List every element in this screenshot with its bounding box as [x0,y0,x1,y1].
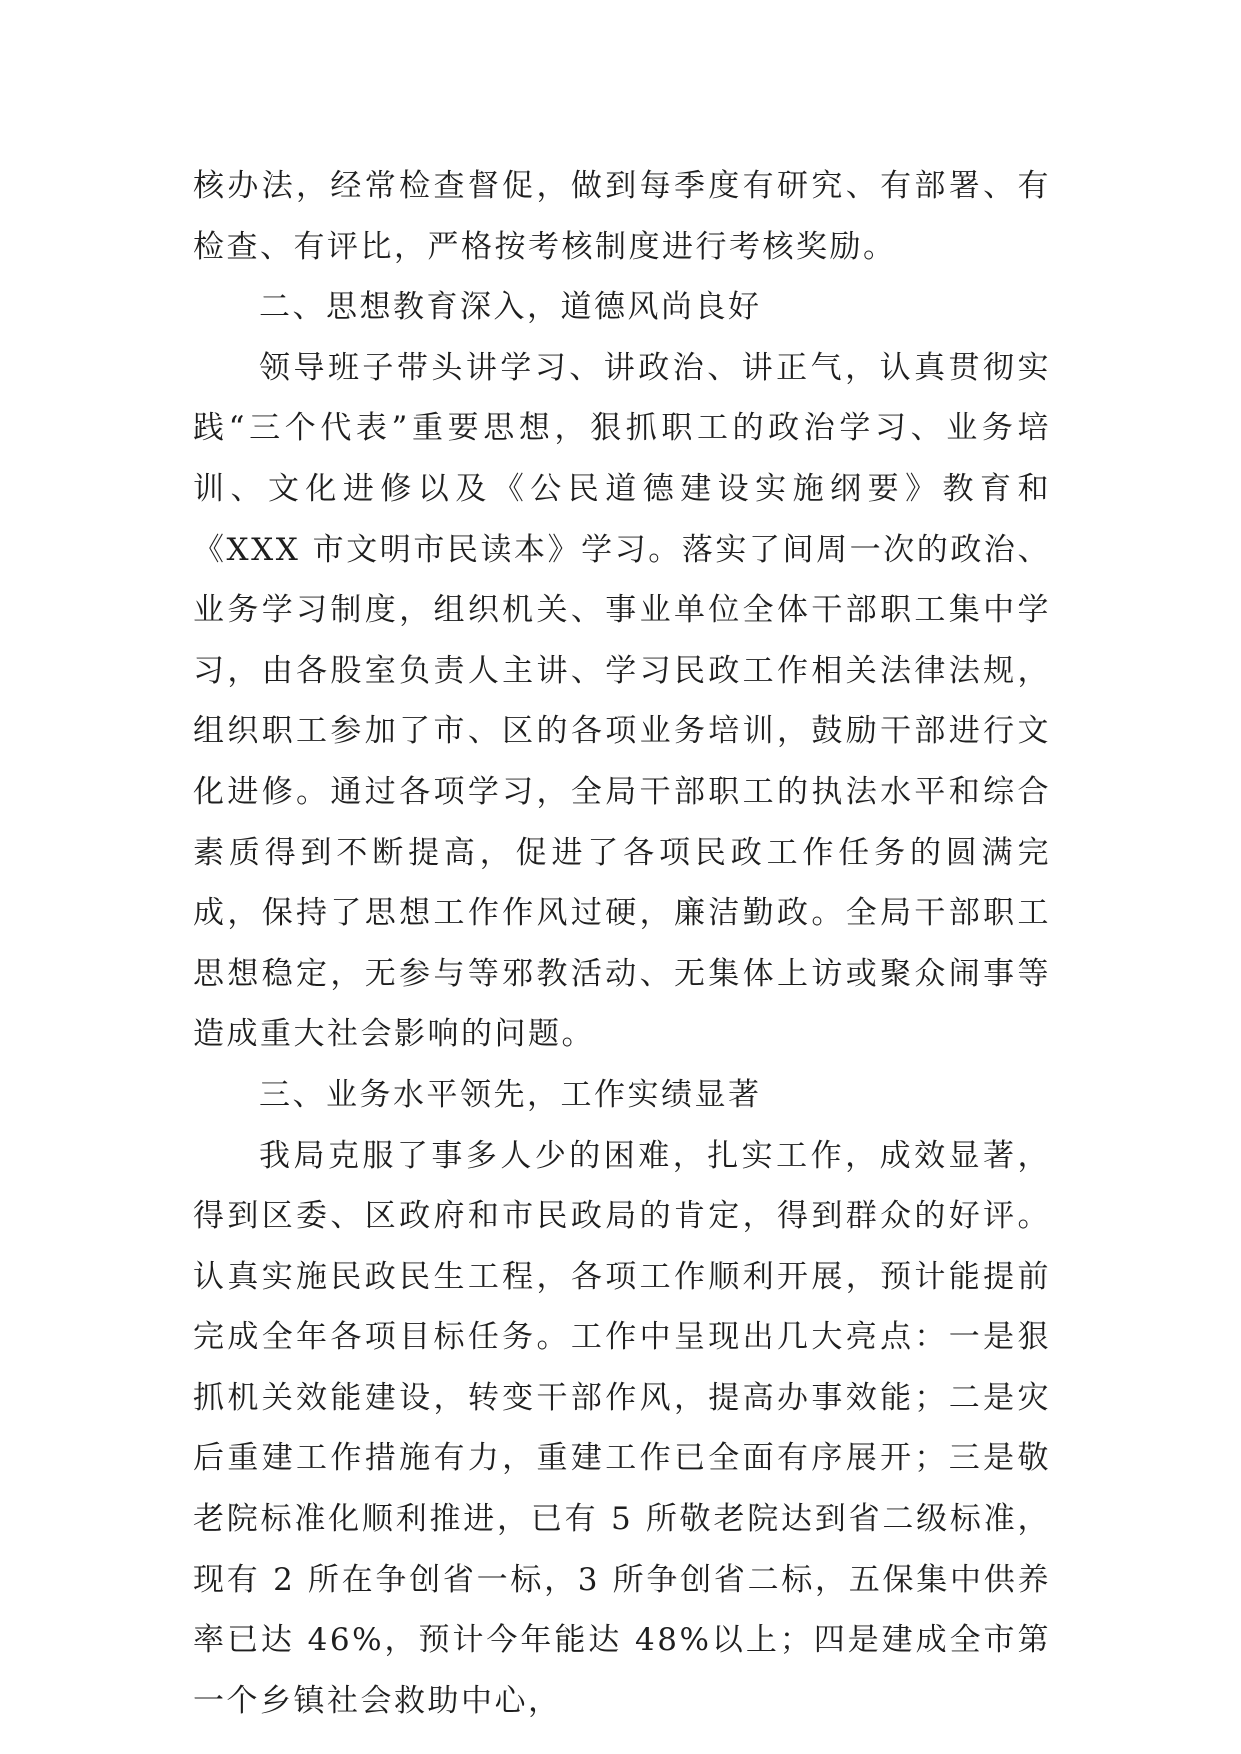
document-body [193,156,1051,1731]
paragraph-assessment-continued: 核办法，经常检查督促，做到每季度有研究、有部署、有检查、有评比，严格按考核制度进行考核奖励。 [193,168,1051,265]
section-heading-business-performance: 三、业务水平领先，工作实绩显著 [259,1076,762,1113]
paragraph-business-performance: 我局克服了事多人少的困难，扎实工作，成效显著，得到区委、区政府和市民政局的肯定，得到群众的好评。认真实施民政民生工程，各项工作顺利开展，预计能提前完成全年各项目标任务。工作中呈现出几大亮点：一是狠抓机关效能建设，转变干部作风，提高办事效能；二是灾后重建工作措施有力，重建工作已全面有序展开；三是敬老院标准化顺利推进，已有 5 所敬老院达到省二级标准，现有 2 所在争创省一标，3 所争创省二标，五保集中供养率已达 46%，预计今年能达 48%以上；四是建成全市第一个乡镇社会救助中心， [193,1137,1051,1719]
section-heading-ideological-education: 二、思想教育深入，道德风尚良好 [259,289,762,326]
paragraph-ideological-education: 领导班子带头讲学习、讲政治、讲正气，认真贯彻实践“三个代表”重要思想，狠抓职工的政治学习、业务培训、文化进修以及《公民道德建设实施纲要》教育和《XXX 市文明市民读本》学习。落实了间周一次的政治、业务学习制度，组织机关、事业单位全体干部职工集中学习，由各股室负责人主讲、学习民政工作相关法律法规，组织职工参加了市、区的各项业务培训，鼓励干部进行文化进修。通过各项学习，全局干部职工的执法水平和综合素质得到不断提高，促进了各项民政工作任务的圆满完成，保持了思想工作作风过硬，廉洁勤政。全局干部职工思想稳定，无参与等邪教活动、无集体上访或聚众闹事等造成重大社会影响的问题。 [193,349,1051,1053]
